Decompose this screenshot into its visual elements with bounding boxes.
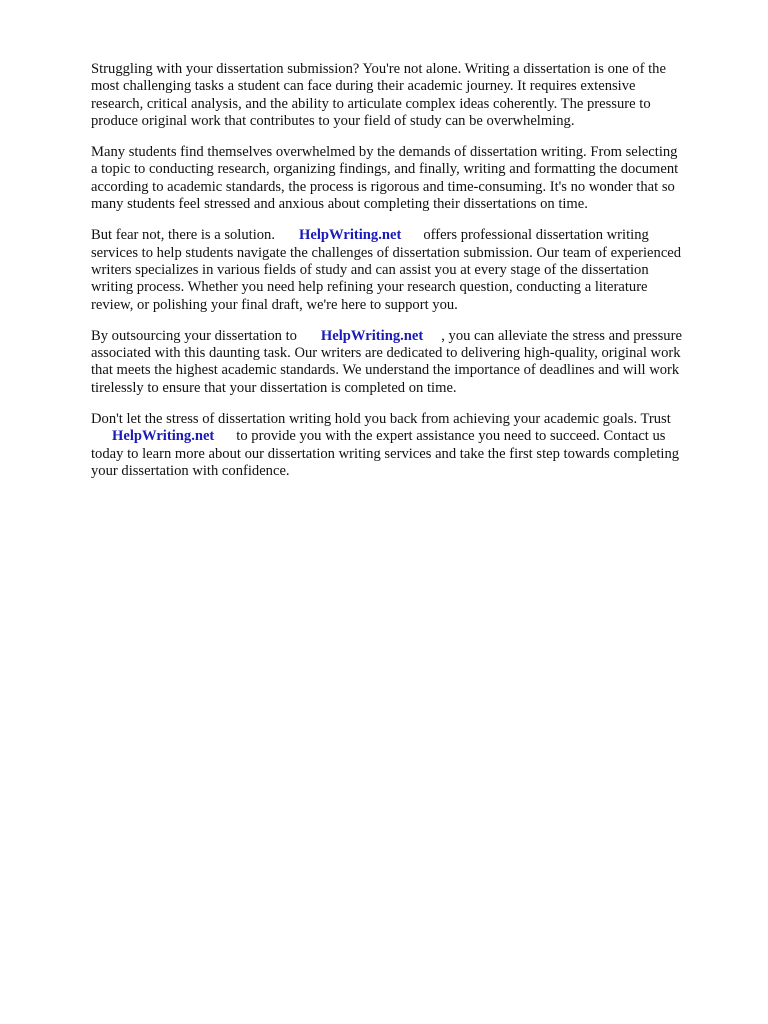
paragraph-intro	[91, 61, 719, 130]
text-line	[91, 428, 719, 445]
text-line: today to learn more about our dissertation writing services and take the first step towards completing	[91, 445, 680, 462]
text-line	[91, 328, 719, 345]
text-segment: to provide you with the expert assistance you need to succeed. Contact us	[236, 428, 666, 445]
text-line: writing process. Whether you need help refining your research question, conducting a literature	[91, 279, 648, 296]
text-segment: But fear not, there is a solution.	[91, 227, 276, 244]
text-line	[91, 227, 719, 244]
paragraph-outsourcing	[91, 328, 719, 397]
text-line: produce original work that contributes to your field of study can be overwhelming.	[91, 112, 575, 129]
text-line: that meets the highest academic standards. We understand the importance of deadlines and will work	[91, 362, 680, 379]
paragraph-solution	[91, 227, 719, 313]
text-segment: , you can alleviate the stress and pressure	[441, 327, 682, 344]
text-line: your dissertation with confidence.	[91, 462, 290, 479]
text-line: Many students find themselves overwhelmed by the demands of dissertation writing. From selecting	[91, 144, 678, 161]
text-segment: By outsourcing your dissertation to	[91, 327, 297, 344]
text-line: research, critical analysis, and the ability to articulate complex ideas coherently. The pressure to	[91, 95, 651, 112]
text-line: according to academic standards, the process is rigorous and time-consuming. It's no wonder that so	[91, 178, 675, 195]
helpwriting-link[interactable]: HelpWriting.net	[112, 428, 215, 445]
text-line: a topic to conducting research, organizing findings, and finally, writing and formatting the document	[91, 161, 679, 178]
document-body	[91, 61, 719, 494]
text-line: Struggling with your dissertation submission? You're not alone. Writing a dissertation is one of the	[91, 61, 666, 77]
text-line: most challenging tasks a student can face during their academic journey. It requires extensive	[91, 78, 636, 95]
helpwriting-link[interactable]: HelpWriting.net	[299, 227, 402, 244]
paragraph-challenges	[91, 144, 719, 213]
text-line: tirelessly to ensure that your dissertation is completed on time.	[91, 379, 457, 396]
text-segment: offers professional dissertation writing	[423, 227, 649, 244]
text-line: writers specializes in various fields of study and can assist you at every stage of the dissertation	[91, 261, 649, 278]
text-line: review, or polishing your final draft, we're here to support you.	[91, 296, 458, 313]
helpwriting-link[interactable]: HelpWriting.net	[320, 327, 424, 344]
text-line: many students feel stressed and anxious about completing their dissertations on time.	[91, 196, 588, 213]
text-line: associated with this daunting task. Our writers are dedicated to delivering high-quality, original work	[91, 345, 681, 362]
paragraph-closing	[91, 411, 719, 480]
text-line: services to help students navigate the challenges of dissertation submission. Our team of experienced	[91, 244, 682, 261]
text-line: Don't let the stress of dissertation writing hold you back from achieving your academic goals. Trust	[91, 411, 671, 428]
